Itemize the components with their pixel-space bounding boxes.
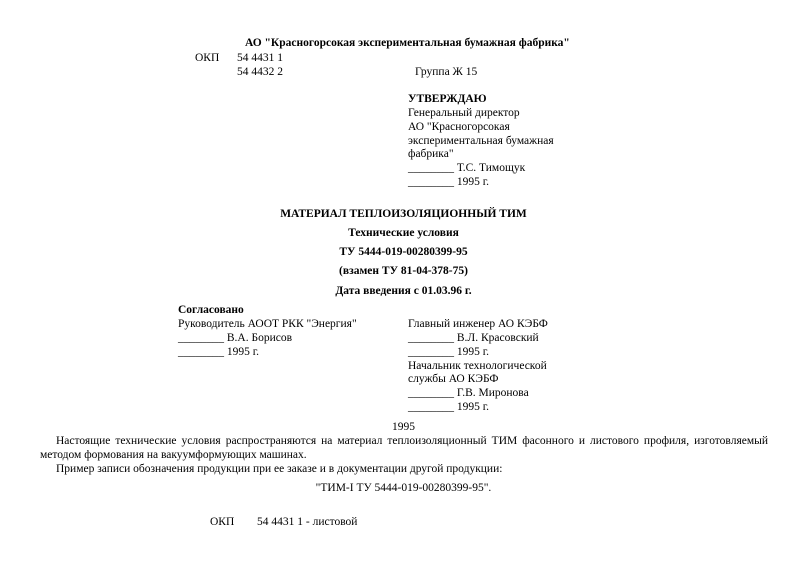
document-title: МАТЕРИАЛ ТЕПЛОИЗОЛЯЦИОННЫЙ ТИМ [280, 208, 527, 220]
organization-title: АО "Красногорсокая экспериментальная бумажная фабрика" [245, 37, 570, 49]
approval-line: Генеральный директор [408, 107, 520, 119]
agreed-right-line: службы АО КЭБФ [408, 373, 499, 385]
agreed-right-signature: ________ В.Л. Красовский [408, 332, 539, 344]
group-code: Группа Ж 15 [415, 66, 478, 78]
okp-label: ОКП [210, 516, 235, 528]
document-code: ТУ 5444-019-00280399-95 [339, 246, 468, 258]
agreed-left-signature: ________ В.А. Борисов [178, 332, 293, 344]
approval-date: ________ 1995 г. [408, 176, 490, 188]
agreed-right-line: Начальник технологической [408, 360, 547, 372]
agreed-left-line: Руководитель АООТ РКК "Энергия" [178, 318, 357, 330]
example-designation: "ТИМ-І ТУ 5444-019-00280399-95". [315, 482, 492, 494]
document-year: 1995 [392, 421, 415, 433]
body-paragraph: Пример записи обозначения продукции при ее заказе и в документации другой продукции: [56, 463, 503, 475]
approval-signature: ________ Т.С. Тимощук [408, 162, 526, 174]
document-subtitle: Технические условия [348, 227, 459, 239]
agreed-right-date: ________ 1995 г. [408, 346, 490, 358]
okp-code-2: 54 4432 2 [237, 66, 283, 78]
agreed-right-line: Главный инженер АО КЭБФ [408, 318, 548, 330]
agreed-right-date: ________ 1995 г. [408, 401, 490, 413]
okp-value: 54 4431 1 - листовой [257, 516, 358, 528]
okp-code-1: 54 4431 1 [237, 52, 283, 64]
body-paragraph: Настоящие технические условия распространяются на материал теплоизоляционный ТИМ фасонного и листового профиля, изготовляемый методом формования на вакуумформующих машинах. [40, 435, 768, 461]
approval-line: фабрика" [408, 148, 454, 160]
approval-line: АО "Красногорсокая [408, 121, 510, 133]
agreed-left-date: ________ 1995 г. [178, 346, 260, 358]
approval-title: УТВЕРЖДАЮ [408, 93, 487, 105]
approval-line: экспериментальная бумажная [408, 135, 554, 147]
agreed-title: Согласовано [178, 304, 244, 316]
document-date-introduction: Дата введения с 01.03.96 г. [335, 285, 472, 297]
document-replaces: (взамен ТУ 81-04-378-75) [339, 265, 468, 277]
okp-label: ОКП [195, 52, 220, 64]
agreed-right-signature: ________ Г.В. Миронова [408, 387, 529, 399]
